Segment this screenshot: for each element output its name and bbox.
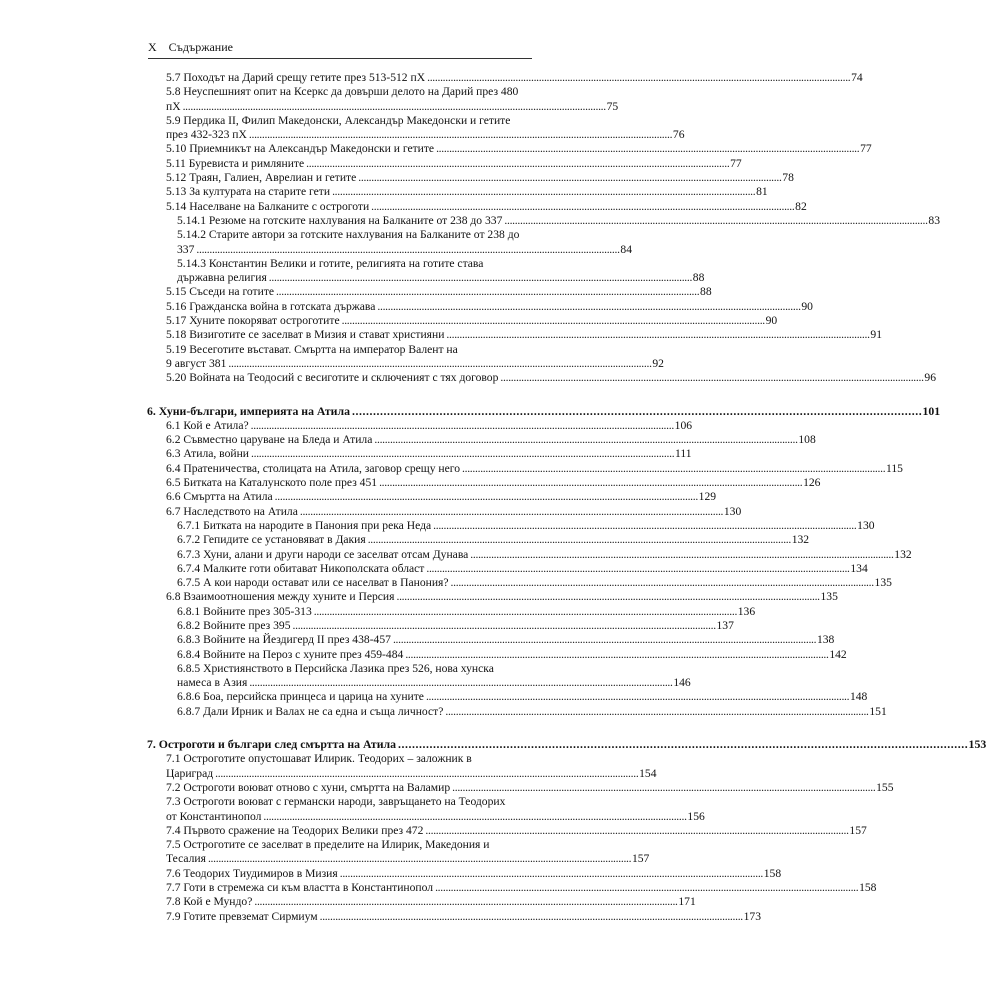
- toc-entry-page: 106: [674, 418, 693, 432]
- toc-subsection[interactable]: [166, 590, 838, 604]
- dot-leader: [300, 505, 722, 519]
- toc-entry-title: 6.4 Пратеничества, столицата на Атила, заговор срещу него: [166, 461, 461, 475]
- toc-entry-title-line1: 5.14.3 Константин Велики и готите, религията на готите става: [177, 256, 484, 270]
- toc-subsubsection[interactable]: [166, 704, 887, 719]
- toc-entry-page: 92: [652, 356, 664, 370]
- toc-entry-page: 77: [860, 142, 872, 156]
- toc-subsection[interactable]: [166, 142, 872, 156]
- toc-entry-title: 6.8.3 Войните на Йездигерд II през 438-457: [177, 633, 391, 647]
- toc-entry-page: 156: [687, 809, 705, 823]
- toc-entry-page: 108: [798, 433, 816, 447]
- toc-entry-title: 5.11 Буревиста и римляните: [166, 156, 305, 170]
- dot-leader: [504, 214, 926, 228]
- toc-entry-page: 82: [795, 199, 807, 213]
- dot-leader: [275, 490, 697, 504]
- toc-entry-title: 6.3 Атила, войни: [166, 447, 249, 461]
- dot-leader: [276, 285, 698, 299]
- dot-leader: [332, 185, 754, 199]
- toc-entry-title: 5.15 Съседи на готите: [166, 285, 275, 299]
- toc-entry-page: 77: [730, 156, 742, 170]
- toc-subsection[interactable]: [166, 342, 664, 372]
- dot-leader: [352, 404, 921, 418]
- toc-subsection[interactable]: [166, 371, 936, 385]
- toc-subsection[interactable]: [166, 447, 692, 461]
- toc-entry-page: 146: [673, 676, 691, 690]
- toc-subsection[interactable]: [166, 314, 778, 328]
- dot-leader: [371, 200, 793, 214]
- toc-entry-title: 6.8.4 Войните на Пероз с хуните през 459-484: [177, 647, 404, 661]
- dot-leader: [228, 357, 650, 371]
- toc-subsection[interactable]: [166, 795, 705, 824]
- toc-entry-page: 126: [803, 476, 821, 490]
- toc-entry-title: 5.17 Хуните покоряват остроготите: [166, 314, 340, 328]
- toc-subsection[interactable]: [166, 185, 768, 199]
- toc-subsection[interactable]: [166, 113, 685, 143]
- toc-subsection[interactable]: [166, 171, 794, 185]
- dot-leader: [445, 705, 867, 719]
- toc-entry-title: 6.7 Наследството на Атила: [166, 504, 298, 518]
- dot-leader: [293, 619, 715, 633]
- dot-leader: [379, 476, 801, 490]
- toc-subsection[interactable]: [166, 752, 657, 781]
- toc-entry-title: 6.8.6 Боа, персийска принцеса и царица на хуните: [177, 690, 424, 704]
- toc-entry-page: 132: [894, 547, 912, 561]
- toc-subsection[interactable]: [166, 285, 712, 299]
- toc-entry-page: 153: [968, 737, 986, 752]
- dot-leader: [263, 810, 685, 824]
- toc-subsubsection[interactable]: [166, 633, 835, 647]
- toc-subsection[interactable]: [166, 838, 650, 867]
- toc-subsection[interactable]: [166, 823, 867, 838]
- toc-entry-title: 7.9 Готите превземат Сирмиум: [166, 909, 318, 923]
- dot-leader: [398, 737, 967, 751]
- toc-entry-page: 130: [857, 518, 875, 532]
- toc-entry-title: намеса в Азия: [177, 676, 248, 690]
- toc-entry-title: 7.6 Теодорих Тиудимиров в Мизия: [166, 866, 338, 880]
- toc-entry-page: 90: [801, 299, 813, 313]
- toc-entry-page: 83: [928, 213, 940, 227]
- toc-subsubsection[interactable]: [166, 690, 868, 704]
- toc-entry-page: 158: [859, 881, 877, 895]
- toc-entry-page: 138: [816, 633, 835, 647]
- toc-entry-title-line1: 5.19 Весеготите въстават. Смъртта на император Валент на: [166, 342, 458, 356]
- toc-entry-title: 6. Хуни-българи, империята на Атила: [147, 403, 350, 418]
- dot-leader: [340, 867, 762, 881]
- toc-entry-title: 6.8.2 Войните през 395: [177, 618, 291, 632]
- toc-subsection[interactable]: [166, 418, 693, 433]
- dot-leader: [251, 419, 673, 433]
- dot-leader: [426, 690, 848, 704]
- toc-entry-page: 173: [743, 909, 761, 923]
- dot-leader: [452, 781, 874, 795]
- toc-subsubsection[interactable]: [166, 228, 632, 257]
- toc-subsection[interactable]: [166, 299, 813, 314]
- dot-leader: [306, 157, 728, 171]
- toc-entry-page: 88: [700, 285, 712, 299]
- dot-leader: [269, 271, 691, 285]
- toc-entry-title-line1: 7.1 Остроготите опустошават Илирик. Теодорих – заложник в: [166, 752, 472, 766]
- dot-leader: [249, 676, 671, 690]
- dot-leader: [396, 590, 818, 604]
- toc-entry-title-line1: 7.3 Остроготи воюват с германски народи, завръщането на Теодорих: [166, 795, 506, 809]
- toc-entry-page: 137: [716, 618, 734, 632]
- toc-entry-title: 6.6 Смъртта на Атила: [166, 490, 273, 504]
- toc-entry-page: 136: [737, 604, 756, 618]
- dot-leader: [427, 71, 849, 85]
- dot-leader: [436, 142, 858, 156]
- toc-entry-title: 6.8.7 Дали Ирник и Валах не са една и съща личност?: [177, 704, 444, 718]
- dot-leader: [314, 605, 736, 619]
- toc-subsection[interactable]: [166, 881, 877, 895]
- toc-entry-page: 157: [631, 852, 650, 866]
- toc-subsection[interactable]: [166, 476, 821, 490]
- page-header: [148, 38, 532, 59]
- toc-entry-title: 6.7.1 Битката на народите в Панония при река Неда: [177, 518, 432, 532]
- dot-leader: [374, 433, 796, 447]
- toc-entry-page: 151: [869, 704, 887, 718]
- toc-subsubsection[interactable]: [166, 661, 691, 691]
- toc-subsubsection[interactable]: [166, 618, 734, 633]
- toc-entry-page: 132: [791, 533, 810, 547]
- toc-subsection[interactable]: [166, 461, 903, 476]
- toc-subsubsection[interactable]: [166, 256, 705, 286]
- toc-entry-page: 90: [765, 314, 778, 328]
- toc-entry-title: през 432-323 пХ: [166, 128, 247, 142]
- toc-entry-page: 171: [678, 895, 696, 909]
- toc-entry-title: 5.14.1 Резюме на готските нахлувания на Балканите от 238 до 337: [177, 213, 503, 227]
- toc-subsection[interactable]: [166, 895, 696, 909]
- toc-subsubsection[interactable]: [166, 547, 912, 562]
- dot-leader: [377, 300, 799, 314]
- dot-leader: [208, 852, 630, 866]
- toc-subsection[interactable]: [166, 504, 742, 519]
- toc-subsection[interactable]: [166, 71, 863, 85]
- toc-entry-page: 154: [639, 766, 657, 780]
- toc-entry-title: 5.7 Походът на Дарий срещу гетите през 513-512 пХ: [166, 71, 426, 84]
- dot-leader: [405, 648, 827, 662]
- toc-entry-title: 6.8 Взаимоотношения между хуните и Персия: [166, 590, 395, 604]
- dot-leader: [254, 895, 676, 909]
- toc-subsection[interactable]: [166, 85, 619, 114]
- toc-entry-page: 142: [829, 647, 847, 661]
- toc-entry-page: 91: [870, 328, 882, 342]
- dot-leader: [446, 328, 868, 342]
- dot-leader: [358, 171, 780, 185]
- dot-leader: [462, 462, 884, 476]
- dot-leader: [426, 562, 848, 576]
- toc-entry-page: 84: [620, 242, 632, 256]
- toc-entry-title: 7. Остроготи и българи след смъртта на Атила: [147, 737, 397, 752]
- toc-entry-page: 76: [672, 128, 685, 142]
- toc-entry-page: 96: [924, 371, 936, 385]
- dot-leader: [433, 519, 855, 533]
- toc-subsection[interactable]: [166, 866, 782, 881]
- dot-leader: [251, 447, 673, 461]
- toc-subsection[interactable]: [166, 199, 807, 214]
- toc-entry-page: 74: [851, 71, 863, 84]
- dot-leader: [196, 243, 618, 257]
- toc-entry-page: 75: [606, 99, 619, 113]
- toc-entry-title: 7.2 Остроготи воюват отново с хуни, смъртта на Валамир: [166, 780, 451, 794]
- toc-subsubsection[interactable]: [166, 576, 892, 590]
- toc-entry-title: 5.20 Войната на Теодосий с весиготите и сключеният с тях договор: [166, 371, 499, 385]
- toc-entry-page: 130: [723, 504, 742, 518]
- toc-subsection[interactable]: [166, 156, 742, 171]
- toc-entry-title-line1: 7.5 Остроготите се заселват в пределите на Илирик, Македония и: [166, 838, 490, 852]
- toc-chapter-heading[interactable]: [147, 403, 941, 418]
- toc-entry-page: 88: [692, 271, 705, 285]
- toc-entry-title: 7.8 Кой е Мундо?: [166, 895, 253, 909]
- dot-leader: [215, 767, 637, 781]
- toc-entry-title: 6.8.1 Войните през 305-313: [177, 604, 312, 618]
- toc-entry-title: 6.7.2 Гепидите се установяват в Дакия: [177, 533, 366, 547]
- running-title: Съдържание: [168, 40, 233, 54]
- dot-leader: [435, 881, 857, 895]
- toc-entry-page: 157: [849, 823, 867, 837]
- toc-entry-title: Цариград: [166, 766, 214, 780]
- toc-entry-page: 134: [850, 561, 868, 575]
- toc-subsection[interactable]: [166, 490, 717, 504]
- toc-entry-page: 129: [698, 490, 717, 504]
- toc-entry-page: 111: [675, 447, 692, 461]
- toc-entry-title: Тесалия: [166, 852, 206, 866]
- toc-entry-title: пХ: [166, 99, 181, 113]
- toc-entry-title: 5.12 Траян, Галиен, Аврелиан и гетите: [166, 171, 357, 185]
- dot-leader: [393, 633, 815, 647]
- toc-entry-title: 5.10 Приемникът на Александър Македонски и гетите: [166, 142, 435, 156]
- toc-subsubsection[interactable]: [166, 213, 940, 228]
- table-of-contents: [147, 71, 986, 924]
- toc-entry-page: 158: [763, 866, 782, 880]
- toc-entry-title: 7.7 Готи в стремежа си към властта в Константинопол: [166, 881, 434, 895]
- toc-entry-page: 101: [922, 403, 941, 418]
- toc-entry-page: 155: [876, 780, 894, 794]
- toc-subsubsection[interactable]: [166, 518, 875, 533]
- toc-entry-page: 78: [782, 171, 794, 185]
- toc-entry-title: 5.13 За културата на старите гети: [166, 185, 331, 199]
- toc-entry-title: 7.4 Първото сражение на Теодорих Велики през 472: [166, 823, 424, 837]
- toc-entry-title: от Константинопол: [166, 809, 262, 823]
- dot-leader: [470, 548, 892, 562]
- dot-leader: [425, 824, 847, 838]
- toc-entry-page: 115: [886, 461, 903, 475]
- dot-leader: [342, 314, 764, 328]
- toc-subsection[interactable]: [166, 780, 894, 795]
- toc-entry-title: държавна религия: [177, 271, 267, 285]
- toc-entry-title: 6.7.4 Малките готи обитават Никополската област: [177, 561, 425, 575]
- toc-subsubsection[interactable]: [166, 561, 868, 576]
- toc-entry-page: 135: [874, 576, 892, 590]
- toc-entry-title: 6.1 Кой е Атила?: [166, 418, 249, 432]
- toc-chapter-heading[interactable]: [147, 737, 986, 752]
- toc-entry-title: 6.7.3 Хуни, алани и други народи се заселват отсам Дунава: [177, 547, 469, 561]
- toc-entry-title: 5.18 Визиготите се заселват в Мизия и стават християни: [166, 328, 445, 342]
- toc-entry-page: 81: [756, 185, 768, 199]
- toc-entry-title: 6.2 Съвместно царуване на Бледа и Атила: [166, 433, 373, 447]
- toc-entry-title: 5.16 Гражданска война в готската държава: [166, 299, 376, 313]
- dot-leader: [320, 910, 742, 924]
- toc-entry-title-line1: 5.8 Неуспешният опит на Ксеркс да довърши делото на Дарий през 480: [166, 85, 519, 99]
- dot-leader: [500, 371, 922, 385]
- toc-entry-title-line1: 6.8.5 Християнството в Персийска Лазика през 526, нова хунска: [177, 661, 494, 675]
- toc-subsubsection[interactable]: [166, 604, 756, 619]
- toc-entry-page: 135: [820, 590, 838, 604]
- dot-leader: [183, 100, 605, 114]
- toc-entry-page: 148: [849, 690, 868, 704]
- toc-subsection[interactable]: [166, 328, 882, 342]
- toc-entry-title-line1: 5.9 Пердика II, Филип Македонски, Александър Македонски и гетите: [166, 113, 511, 127]
- toc-entry-title: 6.7.5 А кои народи остават или се населват в Панония?: [177, 576, 449, 590]
- toc-entry-title: 6.5 Битката на Каталунското поле през 451: [166, 476, 378, 490]
- toc-entry-title: 337: [177, 242, 195, 256]
- toc-subsubsection[interactable]: [166, 533, 810, 547]
- toc-entry-title-line1: 5.14.2 Старите автори за готските нахлувания на Балканите от 238 до: [177, 228, 520, 242]
- dot-leader: [451, 576, 873, 590]
- page-number: X: [148, 40, 157, 54]
- toc-subsection[interactable]: [166, 909, 761, 924]
- toc-subsection[interactable]: [166, 433, 816, 447]
- dot-leader: [249, 128, 671, 142]
- dot-leader: [368, 533, 790, 547]
- toc-entry-title: 9 август 381: [166, 356, 227, 370]
- toc-entry-title: 5.14 Населване на Балканите с остроготи: [166, 199, 370, 213]
- toc-subsubsection[interactable]: [166, 647, 847, 662]
